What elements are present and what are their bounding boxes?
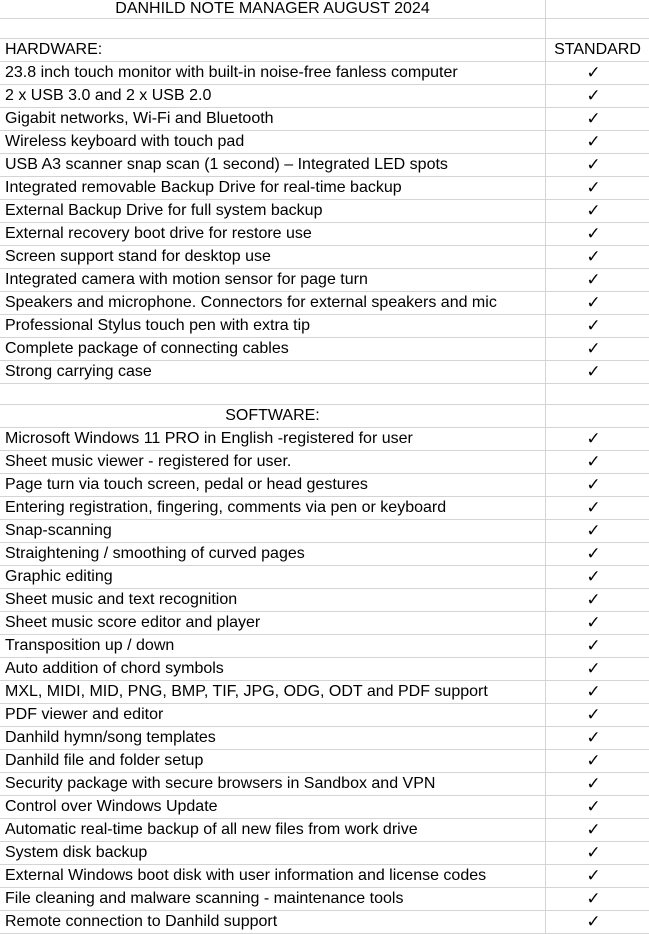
table-row [0,428,649,451]
checkmark-icon[interactable]: ✓ [586,293,601,313]
hardware-item-cell[interactable]: External Backup Drive for full system backup [0,200,546,222]
checkmark-icon[interactable]: ✓ [586,498,601,518]
hardware-item-cell[interactable]: Professional Stylus touch pen with extra tip [0,315,546,337]
software-item-cell[interactable]: Straightening / smoothing of curved pages [0,543,546,565]
checkmark-icon[interactable]: ✓ [586,109,601,129]
software-heading[interactable]: SOFTWARE: [0,405,546,427]
table-row [0,750,649,773]
checkmark-icon[interactable]: ✓ [586,590,601,610]
software-item-cell[interactable]: MXL, MIDI, MID, PNG, BMP, TIF, JPG, ODG, ODT and PDF support [0,681,546,703]
software-item-cell[interactable]: Entering registration, fingering, comments via pen or keyboard [0,497,546,519]
software-item-cell[interactable]: Sheet music viewer - registered for user. [0,451,546,473]
checkmark-icon[interactable]: ✓ [586,521,601,541]
table-row [0,154,649,177]
software-item-cell[interactable]: File cleaning and malware scanning - maintenance tools [0,888,546,910]
table-row [0,566,649,589]
checkmark-icon[interactable]: ✓ [586,86,601,106]
checkmark-icon[interactable]: ✓ [586,270,601,290]
table-row [0,451,649,474]
software-item-cell[interactable]: Transposition up / down [0,635,546,657]
table-row [0,635,649,658]
table-row [0,796,649,819]
table-row [0,315,649,338]
table-row [0,223,649,246]
hardware-item-cell[interactable]: Gigabit networks, Wi-Fi and Bluetooth [0,108,546,130]
checkmark-icon[interactable]: ✓ [586,452,601,472]
checkmark-icon[interactable]: ✓ [586,429,601,449]
hardware-item-cell[interactable]: Speakers and microphone. Connectors for external speakers and mic [0,292,546,314]
checkmark-icon[interactable]: ✓ [586,247,601,267]
standard-heading[interactable]: STANDARD [554,41,641,58]
software-item-cell[interactable]: Auto addition of chord symbols [0,658,546,680]
table-row [0,200,649,223]
empty-cell[interactable] [546,405,649,427]
hardware-item-cell[interactable]: Complete package of connecting cables [0,338,546,360]
software-item-cell[interactable]: External Windows boot disk with user information and license codes [0,865,546,887]
hardware-heading[interactable]: HARDWARE: [0,39,546,61]
checkmark-icon[interactable]: ✓ [586,567,601,587]
table-row [0,108,649,131]
checkmark-icon[interactable]: ✓ [586,820,601,840]
checkmark-icon[interactable]: ✓ [586,475,601,495]
software-list [0,428,649,934]
software-item-cell[interactable]: Microsoft Windows 11 PRO in English -registered for user [0,428,546,450]
software-item-cell[interactable]: PDF viewer and editor [0,704,546,726]
checkmark-icon[interactable]: ✓ [586,316,601,336]
checkmark-icon[interactable]: ✓ [586,224,601,244]
hardware-item-cell[interactable]: USB A3 scanner snap scan (1 second) – Integrated LED spots [0,154,546,176]
checkmark-icon[interactable]: ✓ [586,201,601,221]
hardware-header-row [0,39,649,62]
table-row [0,543,649,566]
table-row [0,773,649,796]
software-item-cell[interactable]: Security package with secure browsers in Sandbox and VPN [0,773,546,795]
checkmark-icon[interactable]: ✓ [586,682,601,702]
software-item-cell[interactable]: Danhild file and folder setup [0,750,546,772]
table-row [0,246,649,269]
table-row [0,727,649,750]
table-row [0,704,649,727]
table-row [0,85,649,108]
table-row [0,338,649,361]
blank-row [0,384,649,405]
empty-cell[interactable] [0,384,546,404]
table-row [0,819,649,842]
blank-row [0,19,649,39]
hardware-list [0,62,649,384]
empty-cell[interactable] [546,0,649,18]
table-row [0,842,649,865]
table-row [0,888,649,911]
hardware-item-cell[interactable]: Integrated camera with motion sensor for page turn [0,269,546,291]
hardware-item-cell[interactable]: External recovery boot drive for restore use [0,223,546,245]
checkmark-icon[interactable]: ✓ [586,178,601,198]
table-row [0,474,649,497]
software-item-cell[interactable]: Sheet music score editor and player [0,612,546,634]
hardware-item-cell[interactable]: Wireless keyboard with touch pad [0,131,546,153]
software-item-cell[interactable]: Graphic editing [0,566,546,588]
checkmark-icon[interactable]: ✓ [586,843,601,863]
checkmark-icon[interactable]: ✓ [586,362,601,382]
table-row [0,681,649,704]
hardware-item-cell[interactable]: Integrated removable Backup Drive for real-time backup [0,177,546,199]
table-row [0,497,649,520]
software-item-cell[interactable]: Page turn via touch screen, pedal or head gestures [0,474,546,496]
hardware-item-cell[interactable]: 2 x USB 3.0 and 2 x USB 2.0 [0,85,546,107]
checkmark-icon[interactable]: ✓ [586,613,601,633]
table-row [0,62,649,85]
table-row [0,292,649,315]
empty-cell[interactable] [546,19,649,38]
document-title[interactable]: DANHILD NOTE MANAGER AUGUST 2024 [0,0,546,18]
table-row [0,865,649,888]
empty-cell[interactable] [546,384,649,404]
empty-cell[interactable] [0,19,546,38]
checkmark-icon[interactable]: ✓ [586,132,601,152]
hardware-item-cell[interactable]: Screen support stand for desktop use [0,246,546,268]
software-item-cell[interactable]: Sheet music and text recognition [0,589,546,611]
table-row [0,131,649,154]
checkmark-icon[interactable]: ✓ [586,659,601,679]
table-row [0,177,649,200]
table-row [0,612,649,635]
table-row [0,361,649,384]
checkmark-icon[interactable]: ✓ [586,751,601,771]
checkmark-icon[interactable]: ✓ [586,774,601,794]
checkmark-icon[interactable]: ✓ [586,544,601,564]
checkmark-icon[interactable]: ✓ [586,728,601,748]
software-item-cell[interactable]: Remote connection to Danhild support [0,911,546,933]
software-item-cell[interactable]: Snap-scanning [0,520,546,542]
software-item-cell[interactable]: Automatic real-time backup of all new files from work drive [0,819,546,841]
checkmark-icon[interactable]: ✓ [586,889,601,909]
table-row [0,520,649,543]
software-item-cell[interactable]: Control over Windows Update [0,796,546,818]
software-item-cell[interactable]: Danhild hymn/song templates [0,727,546,749]
software-header-row [0,405,649,428]
checkmark-icon[interactable]: ✓ [586,63,601,83]
table-row [0,269,649,292]
checkmark-icon[interactable]: ✓ [586,866,601,886]
checkmark-icon[interactable]: ✓ [586,705,601,725]
title-row [0,0,649,19]
hardware-item-cell[interactable]: 23.8 inch touch monitor with built-in noise-free fanless computer [0,62,546,84]
software-item-cell[interactable]: System disk backup [0,842,546,864]
table-row [0,658,649,681]
checkmark-icon[interactable]: ✓ [586,797,601,817]
checkmark-icon[interactable]: ✓ [586,912,601,932]
hardware-item-cell[interactable]: Strong carrying case [0,361,546,383]
checkmark-icon[interactable]: ✓ [586,155,601,175]
checkmark-icon[interactable]: ✓ [586,339,601,359]
checkmark-icon[interactable]: ✓ [586,636,601,656]
table-row [0,589,649,612]
